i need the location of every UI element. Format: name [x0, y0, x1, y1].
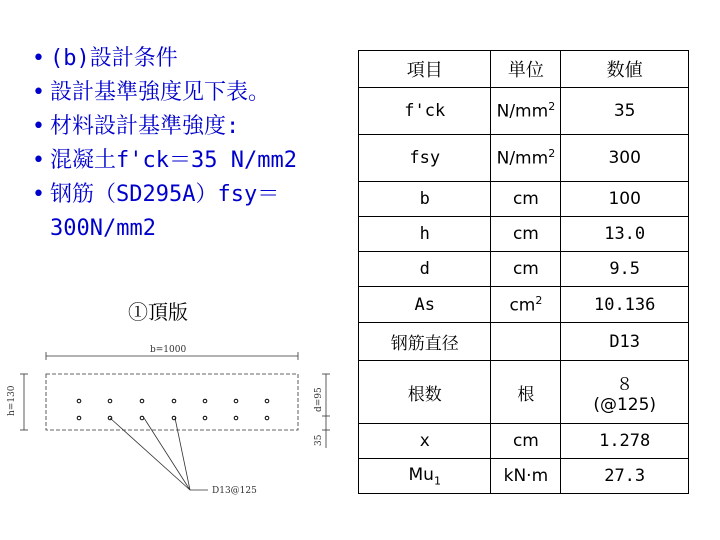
bullet-item-design-strength [28, 76, 343, 110]
rebar-bottom [140, 416, 144, 420]
bullet-dot: • [32, 46, 45, 71]
rebar-dots [77, 399, 269, 420]
unit-sup: 2 [548, 147, 556, 161]
unit-base: cm [509, 295, 536, 316]
table-row [359, 361, 689, 424]
cell-value: 27.3 [561, 459, 689, 494]
table-row [359, 135, 689, 182]
bullet-item-rebar [28, 178, 343, 246]
cell-item: As [359, 287, 491, 323]
item-base: Mu [408, 464, 434, 485]
cell-value: D13 [561, 323, 689, 361]
rebar-top [203, 399, 207, 403]
cover-label: 35 [314, 434, 324, 446]
header-value: 数値 [561, 51, 689, 88]
table-row [359, 459, 689, 494]
unit-sup: 2 [548, 100, 556, 114]
cell-item [359, 459, 491, 494]
table-row [359, 88, 689, 135]
cell-value: 35 [561, 88, 689, 135]
cell-unit: cm [491, 217, 561, 252]
table-row [359, 217, 689, 252]
cell-unit: cm [491, 424, 561, 459]
cell-value: 100 [561, 182, 689, 217]
cell-item: f'ck [359, 88, 491, 135]
bullet-item-concrete [28, 144, 343, 178]
table-header-row [359, 51, 689, 88]
table-row [359, 424, 689, 459]
bullet-text: 設計基準強度见下表。 [50, 80, 271, 105]
rebar-top [108, 399, 112, 403]
design-strength-table [358, 50, 689, 494]
d-label: d=95 [314, 387, 324, 412]
bullet-list [28, 42, 343, 246]
bullet-text: 材料設計基準強度: [50, 114, 240, 139]
cell-item: h [359, 217, 491, 252]
cell-item: 钢筋直径 [359, 323, 491, 361]
rebar-top [172, 399, 176, 403]
cell-unit [491, 287, 561, 323]
header-unit: 単位 [491, 51, 561, 88]
item-sub: 1 [433, 474, 441, 488]
header-item: 項目 [359, 51, 491, 88]
leader-line [175, 418, 190, 490]
cell-unit: cm [491, 182, 561, 217]
rebar-label: D13@125 [212, 486, 257, 496]
table-row [359, 287, 689, 323]
drawing-caption: ①頂版 [128, 300, 188, 324]
height-label: h=130 [7, 385, 17, 416]
cell-unit: 根 [491, 361, 561, 424]
cell-value: 10.136 [561, 287, 689, 323]
bullet-dot: • [32, 182, 45, 207]
bullet-text: 钢筋（SD295A）fsy＝300N/mm2 [50, 182, 280, 241]
bullet-text: (b)設計条件 [50, 46, 178, 71]
slab-section-drawing [0, 330, 340, 505]
table-row [359, 323, 689, 361]
unit-base: N/mm [496, 101, 549, 122]
cell-unit: kN·m [491, 459, 561, 494]
cell-item: fsy [359, 135, 491, 182]
rebar-bottom [234, 416, 238, 420]
leader-line [110, 418, 190, 490]
cell-value [561, 361, 689, 424]
rebar-top [265, 399, 269, 403]
rebar-top [234, 399, 238, 403]
leader-line [144, 418, 190, 490]
cell-unit [491, 135, 561, 182]
bullet-dot: • [32, 80, 45, 105]
cell-value: 300 [561, 135, 689, 182]
rebar-top [77, 399, 81, 403]
cell-value: 9.5 [561, 252, 689, 287]
bullet-item-material-strength [28, 110, 343, 144]
unit-base: N/mm [496, 148, 549, 169]
rebar-bottom [77, 416, 81, 420]
bullet-dot: • [32, 114, 45, 139]
unit-sup: 2 [535, 293, 543, 307]
cell-item: d [359, 252, 491, 287]
rebar-top [140, 399, 144, 403]
cell-unit [491, 323, 561, 361]
cell-value: 1.278 [561, 424, 689, 459]
bullet-item-design-conditions [28, 42, 343, 76]
cell-item: b [359, 182, 491, 217]
rebar-bottom [203, 416, 207, 420]
cell-item: 根数 [359, 361, 491, 424]
bullet-text: 混凝土f'ck＝35 N/mm2 [50, 148, 297, 173]
table-row [359, 182, 689, 217]
cell-value-spacing: (@125) [593, 394, 657, 415]
rebar-bottom [265, 416, 269, 420]
table-row [359, 252, 689, 287]
cell-value-count: ８ [616, 374, 634, 395]
cell-unit: cm [491, 252, 561, 287]
width-label: b=1000 [150, 345, 187, 355]
cell-item: x [359, 424, 491, 459]
cell-unit [491, 88, 561, 135]
bullet-dot: • [32, 148, 45, 173]
cell-value: 13.0 [561, 217, 689, 252]
